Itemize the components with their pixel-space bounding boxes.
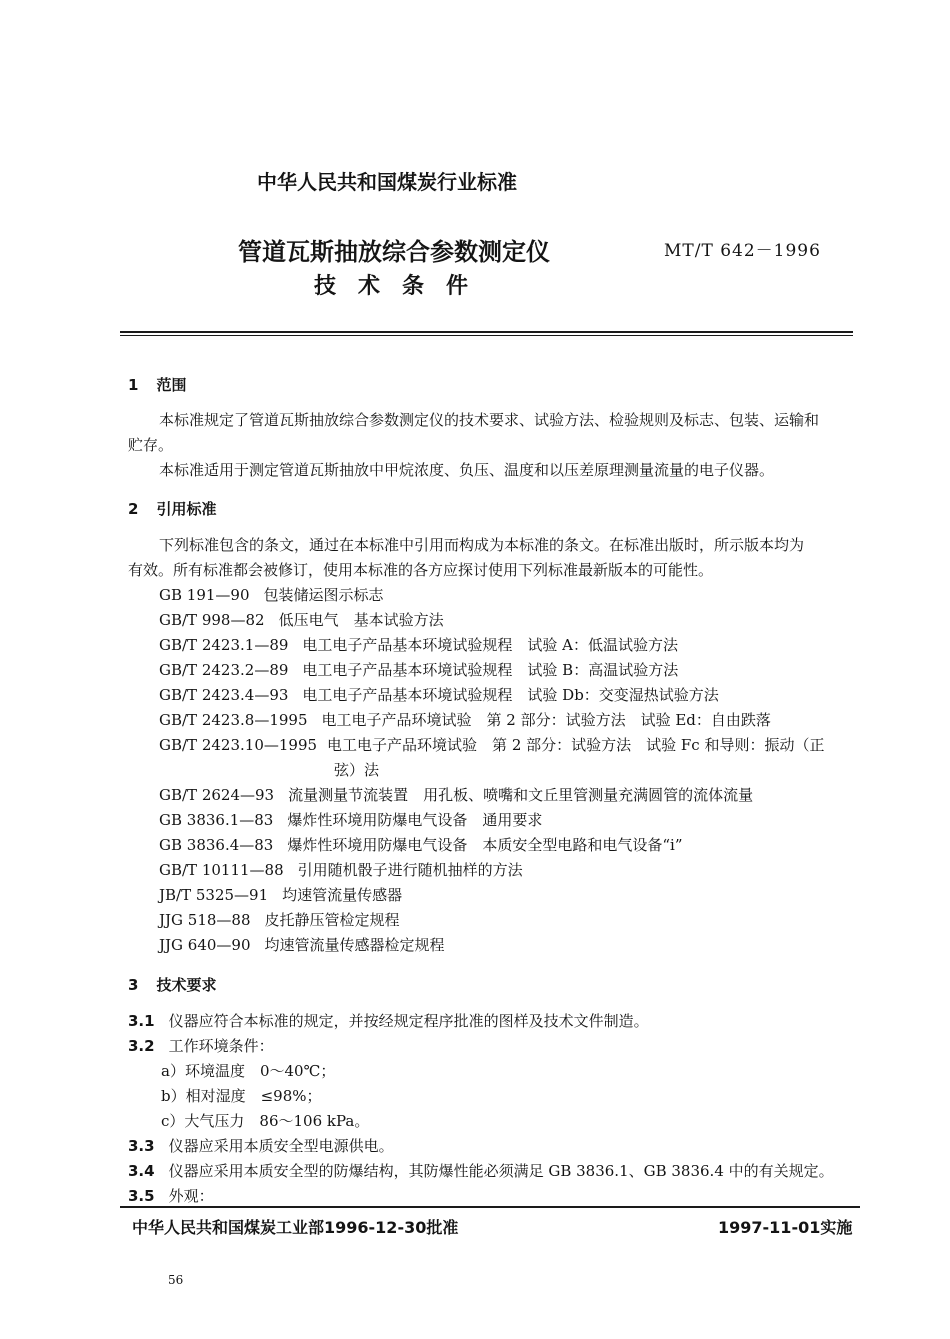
clause-number: 3.5 (128, 1187, 155, 1205)
page-number: 56 (168, 1273, 184, 1287)
reference-code: GB/T 2624—93 (159, 786, 275, 804)
reference-title: 均速管流量传感器检定规程 (264, 936, 445, 954)
reference-title: 引用随机骰子进行随机抽样的方法 (297, 861, 523, 879)
document-title: 管道瓦斯抽放综合参数测定仪 (238, 238, 550, 266)
reference-item (159, 711, 771, 729)
reference-title: 皮托静压管检定规程 (264, 911, 400, 929)
clause-text: 仪器应符合本标准的规定，并按经规定程序批准的图样及技术文件制造。 (168, 1012, 649, 1030)
reference-item (159, 811, 542, 829)
reference-code: JB/T 5325—91 (159, 886, 269, 904)
clause-text: 工作环境条件： (168, 1037, 274, 1055)
reference-item (159, 636, 678, 654)
reference-item (159, 736, 824, 754)
reference-title-continuation: 弦）法 (334, 761, 380, 779)
reference-item (159, 661, 678, 679)
approval-statement: 中华人民共和国煤炭工业部1996-12-30批准 (132, 1218, 459, 1237)
reference-title: 爆炸性环境用防爆电气设备 通用要求 (287, 811, 543, 829)
reference-item (159, 611, 444, 629)
reference-item (159, 686, 719, 704)
references-intro-line-1: 下列标准包含的条文，通过在本标准中引用而构成为本标准的条文。在标准出版时，所示版本均为 (159, 536, 805, 554)
reference-code: JJG 640—90 (159, 936, 251, 954)
reference-title: 爆炸性环境用防爆电气设备 本质安全型电路和电气设备“i” (287, 836, 683, 854)
industry-standard-heading: 中华人民共和国煤炭行业标准 (257, 170, 517, 194)
reference-code: GB/T 2423.4—93 (159, 686, 289, 704)
reference-code: GB/T 2423.8—1995 (159, 711, 308, 729)
reference-title: 电工电子产品基本环境试验规程 试验 Db：交变湿热试验方法 (302, 686, 719, 704)
clause-number: 3.3 (128, 1137, 155, 1155)
section-2-number: 2 (128, 500, 139, 518)
reference-code: GB/T 998—82 (159, 611, 265, 629)
clause-text: 仪器应采用本质安全型电源供电。 (168, 1137, 394, 1155)
condition-item: c）大气压力 86～106 kPa。 (161, 1112, 370, 1130)
reference-code: GB/T 2423.2—89 (159, 661, 289, 679)
reference-item (159, 886, 402, 904)
reference-item (159, 836, 683, 854)
reference-title: 均速管流量传感器 (282, 886, 403, 904)
reference-code: GB 3836.1—83 (159, 811, 274, 829)
clause-3-1 (128, 1012, 649, 1030)
references-intro-line-2: 有效。所有标准都会被修订，使用本标准的各方应探讨使用下列标准最新版本的可能性。 (128, 561, 714, 579)
reference-code: JJG 518—88 (159, 911, 251, 929)
reference-title: 低压电气 基本试验方法 (278, 611, 444, 629)
section-2-heading (128, 498, 216, 519)
section-3-number: 3 (128, 976, 139, 994)
reference-item (159, 936, 445, 954)
reference-item (159, 786, 753, 804)
clause-text: 仪器应采用本质安全型的防爆结构，其防爆性能必须满足 GB 3836.1、GB 3836.4 中的有关规定。 (168, 1162, 834, 1180)
section-1-title: 范围 (156, 376, 187, 394)
reference-title: 包装储运图示标志 (263, 586, 384, 604)
reference-title: 电工电子产品基本环境试验规程 试验 A：低温试验方法 (302, 636, 679, 654)
reference-item (159, 586, 384, 604)
clause-3-3 (128, 1137, 394, 1155)
clause-number: 3.2 (128, 1037, 155, 1055)
section-3-heading (128, 974, 216, 995)
reference-title: 电工电子产品基本环境试验规程 试验 B：高温试验方法 (302, 661, 679, 679)
reference-title: 电工电子产品环境试验 第 2 部分：试验方法 试验 Fc 和导则：振动（正 (327, 736, 825, 754)
reference-item (159, 911, 400, 929)
clause-text: 外观： (168, 1187, 214, 1205)
reference-code: GB/T 2423.1—89 (159, 636, 289, 654)
header-rule-bottom (120, 335, 853, 336)
standard-number: MT/T 642－1996 (664, 241, 821, 261)
section-3-title: 技术要求 (156, 976, 217, 994)
reference-code: GB 191—90 (159, 586, 250, 604)
condition-item: a）环境温度 0～40℃； (161, 1062, 336, 1080)
clause-3-4 (128, 1162, 834, 1180)
condition-item: b）相对湿度 ≤98%； (161, 1087, 322, 1105)
document-subtitle: 技 术 条 件 (314, 274, 469, 299)
clause-number: 3.4 (128, 1162, 155, 1180)
footer-rule (120, 1206, 860, 1208)
reference-code: GB/T 10111—88 (159, 861, 284, 879)
section-1-heading (128, 374, 186, 395)
reference-title: 电工电子产品环境试验 第 2 部分：试验方法 试验 Ed：自由跌落 (321, 711, 771, 729)
reference-code: GB 3836.4—83 (159, 836, 274, 854)
reference-title: 流量测量节流装置 用孔板、喷嘴和文丘里管测量充满圆管的流体流量 (288, 786, 754, 804)
reference-item (159, 861, 523, 879)
clause-3-5 (128, 1187, 214, 1205)
implementation-date: 1997-11-01实施 (718, 1218, 853, 1237)
header-rule-top (120, 331, 853, 333)
scope-paragraph-line-2: 贮存。 (128, 436, 174, 454)
section-1-number: 1 (128, 376, 139, 394)
reference-code: GB/T 2423.10—1995 (159, 736, 318, 754)
clause-3-2 (128, 1037, 274, 1055)
section-2-title: 引用标准 (156, 500, 217, 518)
scope-paragraph-2: 本标准适用于测定管道瓦斯抽放中甲烷浓度、负压、温度和以压差原理测量流量的电子仪器。 (159, 461, 775, 479)
scope-paragraph-line-1: 本标准规定了管道瓦斯抽放综合参数测定仪的技术要求、试验方法、检验规则及标志、包装、运输和 (159, 411, 820, 429)
clause-number: 3.1 (128, 1012, 155, 1030)
